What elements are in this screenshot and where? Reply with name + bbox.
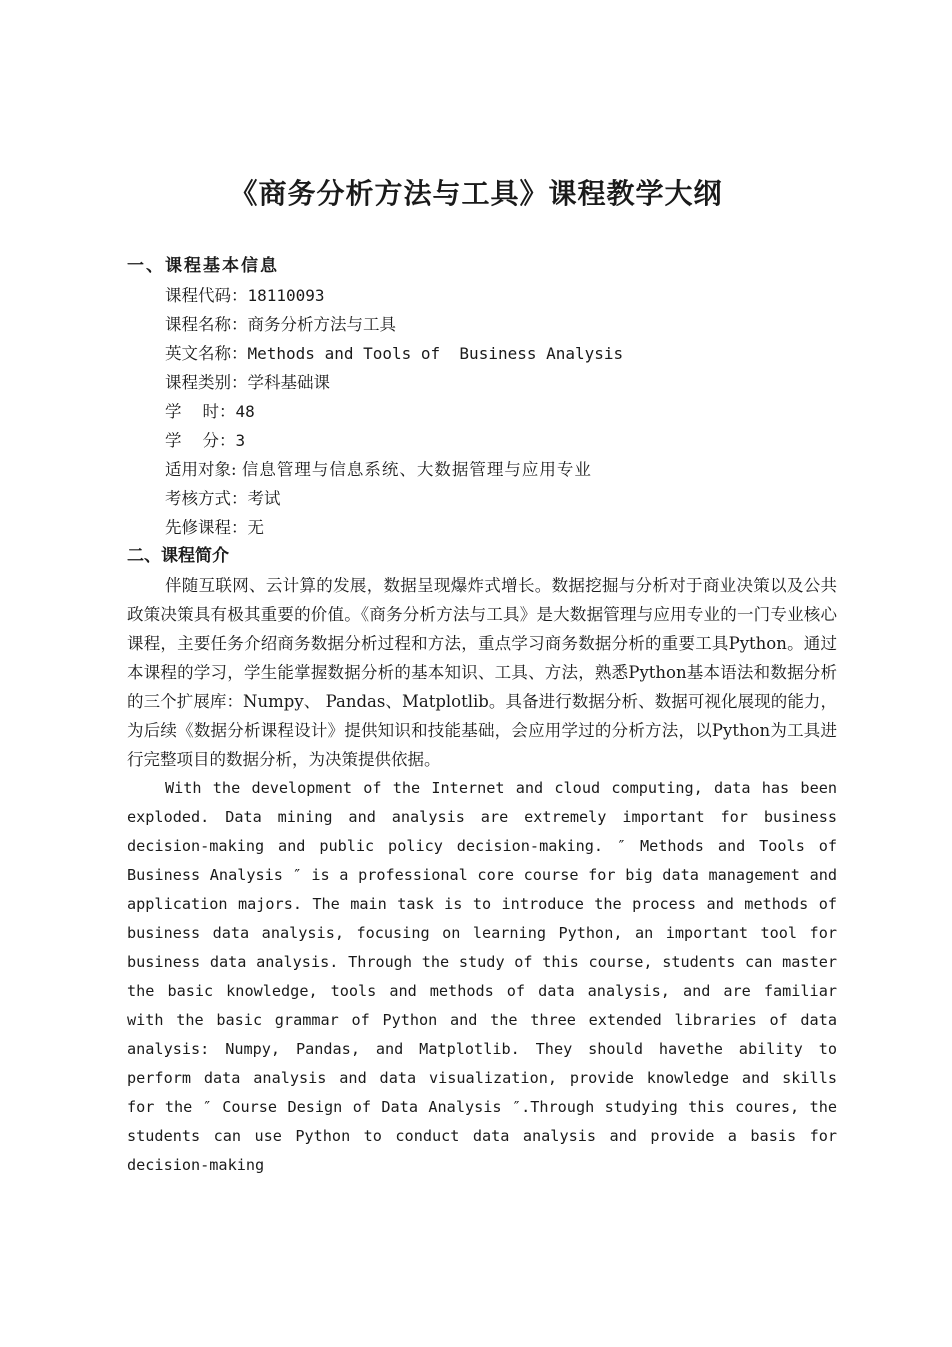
info-row-hours xyxy=(127,397,837,426)
document-title: 《商务分析方法与工具》课程教学大纲 xyxy=(229,177,723,210)
info-label: 学 分： xyxy=(165,431,236,450)
info-value: 48 xyxy=(235,402,255,421)
section-heading-introduction: 二、课程简介 xyxy=(127,546,229,566)
info-label: 先修课程： xyxy=(165,518,248,537)
info-label: 课程代码： xyxy=(165,286,248,305)
info-value: 商务分析方法与工具 xyxy=(247,315,396,334)
info-row-target-audience xyxy=(127,455,837,484)
info-row-credits xyxy=(127,426,837,455)
info-row-course-name xyxy=(127,310,837,339)
info-value: 18110093 xyxy=(247,286,325,305)
info-label: 考核方式： xyxy=(165,489,248,508)
info-row-prerequisites xyxy=(127,513,837,542)
info-value: 信息管理与信息系统、大数据管理与应用专业 xyxy=(241,460,592,479)
info-label: 课程名称： xyxy=(165,315,248,334)
section-heading-basic-info: 一、课程基本信息 xyxy=(127,256,279,276)
info-label: 学 时： xyxy=(165,402,236,421)
intro-paragraph-english: With the development of the Internet and cloud computing, data has been exploded. Data mining and analysis are extremely important for business decision-making and public policy decision-making. ″ Methods and Tools of Business Analysis ″ is a professional core course for big data management and application majors. The main task is to introduce the process and methods of business data analysis, focusing on learning Python, an important tool for business data analysis. Through the study of this course, students can master the basic knowledge, tools and methods of data analysis, and are familiar with the basic grammar of Python and the three extended libraries of data analysis: Numpy, Pandas, and Matplotlib. They should havethe ability to perform data analysis and data visualization, provide knowledge and skills for the ″ Course Design of Data Analysis ″.Through studying this coures, the students can use Python to conduct data analysis and provide a basis for decision-making xyxy=(127,779,837,1174)
info-value: 考试 xyxy=(247,489,281,508)
info-value: 3 xyxy=(235,431,246,450)
info-value: 无 xyxy=(247,518,264,537)
info-row-assessment xyxy=(127,484,837,513)
info-label: 英文名称： xyxy=(165,344,248,363)
intro-paragraph-chinese: 伴随互联网、云计算的发展，数据呈现爆炸式增长。数据挖掘与分析对于商业决策以及公共政策决策具有极其重要的价值。《商务分析方法与工具》是大数据管理与应用专业的一门专业核心课程，主要任务介绍商务数据分析过程和方法，重点学习商务数据分析的重要工具Python。通过本课程的学习，学生能掌握数据分析的基本知识、工具、方法，熟悉Python基本语法和数据分析的三个扩展库：Numpy、 Pandas、Matplotlib。具备进行数据分析、数据可视化展现的能力，为后续《数据分析课程设计》提供知识和技能基础，会应用学过的分析方法，以Python为工具进行完整项目的数据分析，为决策提供依据。 xyxy=(127,576,837,769)
info-row-course-code xyxy=(127,281,837,310)
info-value: Methods and Tools of Business Analysis xyxy=(247,344,624,363)
info-value: 学科基础课 xyxy=(247,373,330,392)
document-body xyxy=(127,252,837,1180)
info-row-course-category xyxy=(127,368,837,397)
info-label: 课程类别： xyxy=(165,373,248,392)
info-row-english-name xyxy=(127,339,837,368)
info-label: 适用对象: xyxy=(165,460,242,479)
